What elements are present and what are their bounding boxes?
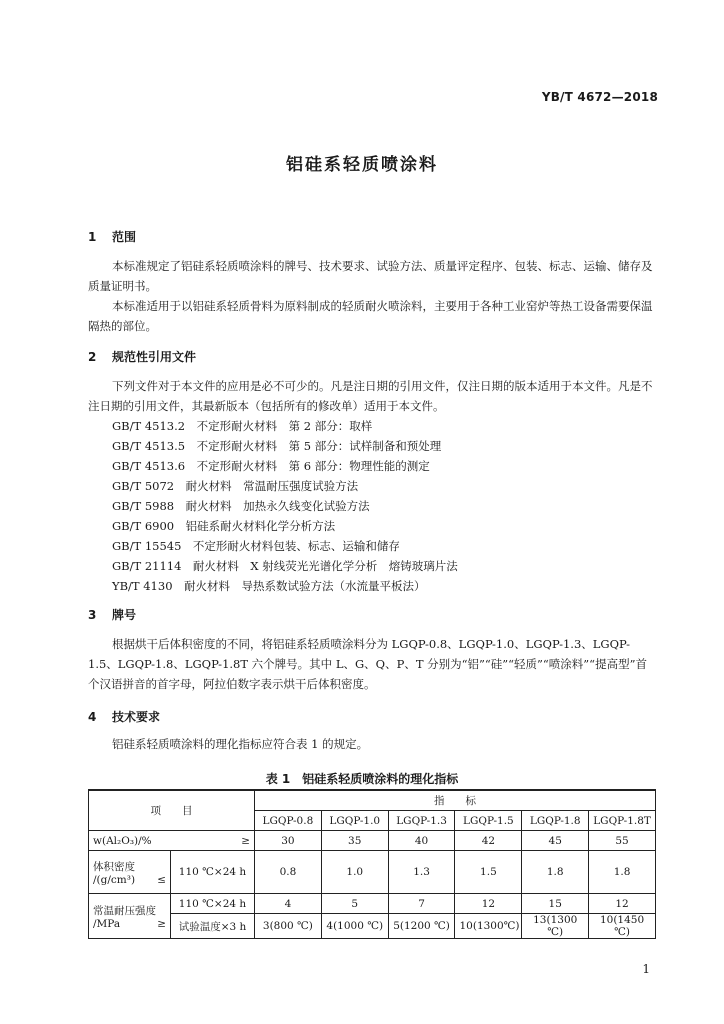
table-cell: 5(1200 ℃): [388, 914, 455, 939]
reference-item: GB/T 4513.5 不定形耐火材料 第 5 部分：试样制备和预处理: [112, 439, 442, 453]
table-row-al2o3: [89, 831, 656, 851]
table-cell: 1.0: [321, 851, 388, 894]
table-cell: 42: [455, 831, 522, 851]
table-cell: 1.8: [522, 851, 589, 894]
condition-cell: 110 ℃×24 h: [171, 894, 255, 914]
row-label: w(Al₂O₃)/% ≥: [89, 831, 255, 851]
table-row-strength-fired: [89, 914, 656, 939]
table-cell: 0.8: [255, 851, 322, 894]
table-cell: 10(1300℃): [455, 914, 522, 939]
properties-table: [88, 790, 656, 939]
reference-item: GB/T 6900 铝硅系耐火材料化学分析方法: [112, 519, 336, 533]
document-title: 铝硅系轻质喷涂料: [286, 155, 438, 175]
reference-item: GB/T 5988 耐火材料 加热永久线变化试验方法: [112, 499, 370, 513]
table-cell: 15: [522, 894, 589, 914]
table-cell: 13(1300 ℃): [522, 914, 589, 939]
table-cell: 4(1000 ℃): [321, 914, 388, 939]
table-cell: 4: [255, 894, 322, 914]
index-header-cell: 指 标: [255, 791, 656, 811]
table-cell: 10(1450 ℃): [589, 914, 656, 939]
table-row-density: [89, 851, 656, 894]
grade-header: LGQP-1.0: [321, 811, 388, 831]
section-heading-1: 1 范围: [88, 230, 137, 244]
table-row-strength-dried: [89, 894, 656, 914]
paragraph-references-intro: 下列文件对于本文件的应用是必不可少的。凡是注日期的引用文件，仅注日期的版本适用于本文件。凡是不注日期的引用文件，其最新版本（包括所有的修改单）适用于本文件。: [88, 379, 653, 413]
table-cell: 12: [455, 894, 522, 914]
table-cell: 55: [589, 831, 656, 851]
table-header-row: [89, 791, 656, 811]
reference-item: GB/T 15545 不定形耐火材料包装、标志、运输和储存: [112, 539, 400, 553]
section-heading-3: 3 牌号: [88, 608, 137, 622]
grade-header: LGQP-0.8: [255, 811, 322, 831]
reference-item: YB/T 4130 耐火材料 导热系数试验方法（水流量平板法）: [112, 579, 426, 593]
table-cell: 1.3: [388, 851, 455, 894]
standard-code: YB/T 4672—2018: [541, 90, 658, 104]
table-cell: 12: [589, 894, 656, 914]
section-heading-4: 4 技术要求: [88, 710, 161, 724]
table-cell: 45: [522, 831, 589, 851]
reference-item: GB/T 4513.2 不定形耐火材料 第 2 部分：取样: [112, 419, 373, 433]
table-cell: 30: [255, 831, 322, 851]
table-cell: 40: [388, 831, 455, 851]
grade-header: LGQP-1.8: [522, 811, 589, 831]
paragraph-scope-1: 本标准规定了铝硅系轻质喷涂料的牌号、技术要求、试验方法、质量评定程序、包装、标志、运输、储存及质量证明书。: [88, 259, 653, 293]
page-number: 1: [642, 962, 650, 976]
table-cell: 5: [321, 894, 388, 914]
row-label: 体积密度 /(g/cm³) ≤: [89, 851, 171, 894]
item-header-cell: 项 目: [89, 791, 255, 831]
paragraph-tech-requirements: 铝硅系轻质喷涂料的理化指标应符合表 1 的规定。: [112, 737, 369, 751]
grade-header: LGQP-1.8T: [589, 811, 656, 831]
table-cell: 1.8: [589, 851, 656, 894]
grade-header: LGQP-1.5: [455, 811, 522, 831]
table-cell: 35: [321, 831, 388, 851]
condition-cell: 110 ℃×24 h: [171, 851, 255, 894]
table-cell: 3(800 ℃): [255, 914, 322, 939]
reference-item: GB/T 5072 耐火材料 常温耐压强度试验方法: [112, 479, 359, 493]
table-title: 表 1 铝硅系轻质喷涂料的理化指标: [265, 772, 459, 786]
grade-header: LGQP-1.3: [388, 811, 455, 831]
condition-cell: 试验温度×3 h: [171, 914, 255, 939]
paragraph-grades: 根据烘干后体积密度的不同，将铝硅系轻质喷涂料分为 LGQP-0.8、LGQP-1.0、LGQP-1.3、LGQP-1.5、LGQP-1.8、LGQP-1.8T 六个牌号。其中 L、G、Q、P、T 分别为“铝”“硅”“轻质”“喷涂料”“提高型”首个汉语拼音的首字母，阿拉伯数字表示烘干后体积密度。: [88, 637, 647, 691]
section-heading-2: 2 规范性引用文件: [88, 350, 197, 364]
table-cell: 1.5: [455, 851, 522, 894]
row-label: 常温耐压强度 /MPa ≥: [89, 894, 171, 939]
table-cell: 7: [388, 894, 455, 914]
reference-item: GB/T 21114 耐火材料 X 射线荧光光谱化学分析 熔铸玻璃片法: [112, 559, 458, 573]
paragraph-scope-2: 本标准适用于以铝硅系轻质骨料为原料制成的轻质耐火喷涂料，主要用于各种工业窑炉等热工设备需要保温隔热的部位。: [88, 299, 653, 333]
reference-item: GB/T 4513.6 不定形耐火材料 第 6 部分：物理性能的测定: [112, 459, 430, 473]
